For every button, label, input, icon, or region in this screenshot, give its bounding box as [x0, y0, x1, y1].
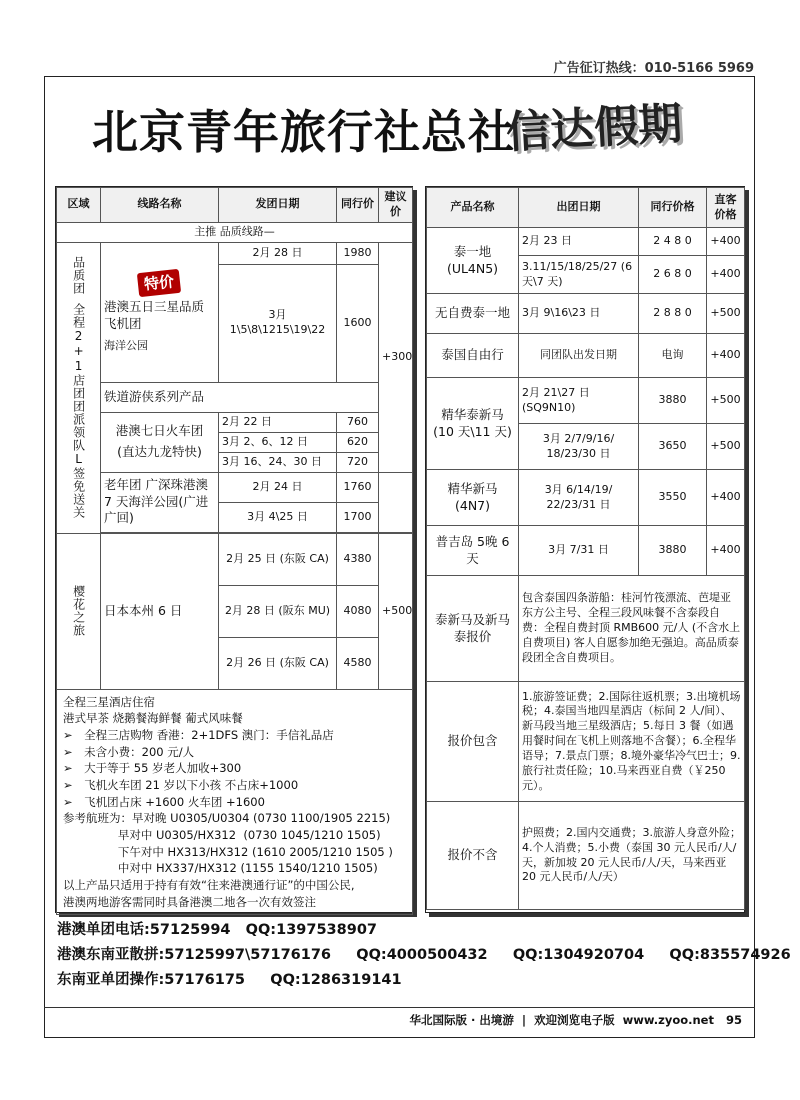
note-line: 全程三星酒店住宿: [63, 694, 155, 709]
tsm-price-2: 3650: [639, 424, 707, 470]
thai-free-date: 同团队出发日期: [519, 334, 639, 378]
note-line: 港澳两地游客需同时具备港澳二地各一次有效签注: [63, 894, 316, 909]
region-sakura: 樱花之旅: [57, 533, 101, 689]
header-route: 线路名称: [101, 188, 219, 223]
includes-text: 1.旅游签证费；2.国际往返机票；3.出境机场税；4.泰国当地四星酒店（标间 2 人/间）、新马段当地三星级酒店；5.每日 3 餐（如遇用餐时间在飞机上则落地不含餐）；6.全程华语导；7.景点门票；8.境外豪华冷气巴士；9.旅行社责任险；10.马来西亚自费（￥250 元）。: [519, 682, 745, 802]
note-line: 参考航班为：早对晚 U0305/U0304 (0730 1100/1905 2215): [63, 811, 391, 826]
suggest-500: +500: [379, 533, 413, 689]
phuket-direct: +400: [707, 526, 745, 576]
table-header-row: [57, 188, 413, 223]
sakura-date-2: 2月 28 日 (阪东 MU): [219, 585, 337, 637]
quote-label: 泰新马及新马泰报价: [427, 576, 519, 682]
note-line: 早对中 U0305/HX312 (0730 1045/1210 1505): [63, 827, 381, 842]
footer-text: 华北国际版 · 出境游 | 欢迎浏览电子版 www.zyoo.net 95: [409, 1013, 742, 1027]
sakura-date-3: 2月 26 日 (东阪 CA): [219, 637, 337, 689]
route-rail: 港澳七日火车团 (直达九龙特快): [101, 412, 219, 472]
note-line: ➢ 大于等于 55 岁老人加收+300: [63, 761, 242, 776]
contact-block: [57, 918, 791, 993]
footer-divider: [44, 1007, 755, 1008]
header-trade-price: 同行价格: [639, 188, 707, 228]
price-1600: 1600: [337, 264, 379, 382]
thai-nofee-direct: +500: [707, 294, 745, 334]
thai-direct-2: +400: [707, 256, 745, 294]
rail-date-3: 3月 16、24、30 日: [219, 452, 337, 472]
special-price-badge: 特价: [137, 268, 181, 297]
contact-line: 东南亚单团操作:57176175 QQ:1286319141: [57, 972, 402, 988]
senior-price-2: 1700: [337, 502, 379, 532]
note-line: ➢ 全程三店购物 香港：2+1DFS 澳门：手信礼品店: [63, 727, 334, 742]
thai-price-2: 2 6 8 0: [639, 256, 707, 294]
excludes-text: 护照费；2.国内交通费；3.旅游人身意外险；4.个人消费；5.小费（泰国 30 元人民币/人/天，新加坡 20 元人民币/人/天，马来西亚 20 元人民币/人/天）: [519, 802, 745, 910]
southeast-asia-table: [425, 186, 745, 913]
header-departure: 出团日期: [519, 188, 639, 228]
rail-price-2: 620: [337, 432, 379, 452]
rail-date-1: 2月 22 日: [219, 412, 337, 432]
note-line: 港式早茶 烧鹅餐海鲜餐 葡式风味餐: [63, 711, 243, 726]
excludes-label: 报价不含: [427, 802, 519, 910]
thai-free-price: 电询: [639, 334, 707, 378]
contact-line: 港澳东南亚散拼:57125997\57176176 QQ:4000500432 QQ:1304920704 QQ:835574926: [57, 947, 791, 963]
table-header-row: [427, 188, 745, 228]
sakura-price-3: 4580: [337, 637, 379, 689]
senior-date-1: 2月 24 日: [219, 472, 337, 502]
tsm-date-2: 3月 2/7/9/16/ 18/23/30 日: [519, 424, 639, 470]
product-thai-ul4n5: 泰一地 (UL4N5): [427, 228, 519, 294]
thai-price-1: 2 4 8 0: [639, 228, 707, 256]
sakura-date-1: 2月 25 日 (东阪 CA): [219, 533, 337, 585]
product-phuket: 普吉岛 5晚 6 天: [427, 526, 519, 576]
includes-label: 报价包含: [427, 682, 519, 802]
header-product: 产品名称: [427, 188, 519, 228]
rail-price-3: 720: [337, 452, 379, 472]
region-quality: 品质团 全程2+1店团团派领队L签免送关: [57, 242, 101, 533]
phuket-date: 3月 7/31 日: [519, 526, 639, 576]
rail-series-title: 铁道游侠系列产品: [101, 382, 379, 412]
suggest-300: +300: [379, 242, 413, 472]
tsm-direct-1: +500: [707, 378, 745, 424]
header-region: 区域: [57, 188, 101, 223]
product-sm: 精华新马 (4N7): [427, 470, 519, 526]
brand-name: 北京青年旅行社总社: [92, 105, 515, 159]
senior-price-1: 1760: [337, 472, 379, 502]
note-line: 中对中 HX337/HX312 (1155 1540/1210 1505): [63, 861, 378, 876]
sm-direct: +400: [707, 470, 745, 526]
thai-nofee-date: 3月 9\16\23 日: [519, 294, 639, 334]
route-senior: 老年团 广深珠港澳 7 天海洋公园(广进广回): [101, 472, 219, 532]
tsm-date-1: 2月 21\27 日 (SQ9N10): [519, 378, 639, 424]
rail-price-1: 760: [337, 412, 379, 432]
product-tsm: 精华泰新马 (10 天\11 天): [427, 378, 519, 470]
recommend-banner: 主推 品质线路—: [57, 222, 413, 242]
ad-hotline: 广告征订热线：010-5166 5969: [553, 61, 754, 76]
thai-direct-1: +400: [707, 228, 745, 256]
quote-text: 包含泰国四条游船：桂河竹筏漂流、芭堤亚东方公主号、全程三段风味餐不含泰段自费：全程自费封顶 RMB600 元/人 (不含水上自费项目) 客人自愿参加绝无强迫。高品质泰段团全含自费项目。: [519, 576, 745, 682]
rail-date-2: 3月 2、6、12 日: [219, 432, 337, 452]
brand-slogan: 信达假期: [505, 98, 684, 159]
header-direct-price: 直客价格: [707, 188, 745, 228]
date-march: 3月 1\5\8\1215\19\22: [219, 264, 337, 382]
sakura-price-1: 4380: [337, 533, 379, 585]
hongkong-macau-japan-table: [55, 186, 413, 913]
date-feb28: 2月 28 日: [219, 242, 337, 264]
header-trade-price: 同行价: [337, 188, 379, 223]
sm-date: 3月 6/14/19/ 22/23/31 日: [519, 470, 639, 526]
header-date: 发团日期: [219, 188, 337, 223]
route-japan: 日本本州 6 日: [101, 533, 219, 689]
route-hk-macau-flight: 特价 港澳五日三星品质 飞机团 海洋公园: [101, 242, 219, 382]
note-line: 下午对中 HX313/HX312 (1610 2005/1210 1505 ): [63, 844, 393, 859]
thai-date-2: 3.11/15/18/25/27 (6 天\7 天): [519, 256, 639, 294]
note-line: ➢ 未含小费：200 元/人: [63, 744, 195, 759]
note-line: ➢ 飞机火车团 21 岁以下小孩 不占床+1000: [63, 777, 299, 792]
notes-block: [57, 689, 413, 915]
senior-date-2: 3月 4\25 日: [219, 502, 337, 532]
price-1980: 1980: [337, 242, 379, 264]
thai-free-direct: +400: [707, 334, 745, 378]
sm-price: 3550: [639, 470, 707, 526]
tsm-direct-2: +500: [707, 424, 745, 470]
note-line: ➢ 飞机团占床 +1600 火车团 +1600: [63, 794, 265, 809]
product-thai-free: 泰国自由行: [427, 334, 519, 378]
product-thai-nofee: 无自费泰一地: [427, 294, 519, 334]
thai-date-1: 2月 23 日: [519, 228, 639, 256]
thai-nofee-price: 2 8 8 0: [639, 294, 707, 334]
note-line: 以上产品只适用于持有有效“往来港澳通行证”的中国公民,: [63, 877, 355, 892]
sakura-price-2: 4080: [337, 585, 379, 637]
contact-line: 港澳单团电话:57125994 QQ:1397538907: [57, 922, 377, 938]
tsm-price-1: 3880: [639, 378, 707, 424]
phuket-price: 3880: [639, 526, 707, 576]
header-suggest-price: 建议价: [379, 188, 413, 223]
